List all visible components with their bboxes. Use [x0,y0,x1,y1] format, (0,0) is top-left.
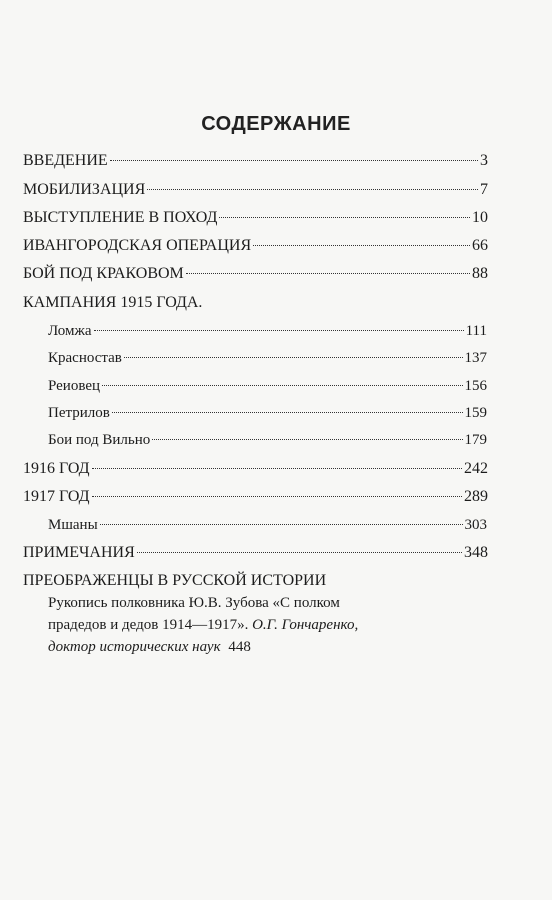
page-title: СОДЕРЖАНИЕ [201,113,351,135]
toc-entry-label: ВЫСТУПЛЕНИЕ В ПОХОД [23,209,218,226]
toc-entry-label: БОЙ ПОД КРАКОВОМ [23,265,184,282]
toc-section-heading [23,572,488,590]
dot-leader [152,439,462,440]
dot-leader [100,524,463,525]
final-entry-line-3 [48,636,488,658]
toc-subentry [48,377,487,395]
dot-leader [110,160,478,161]
toc-entry [23,237,488,255]
toc-entry [23,152,488,170]
toc-entry-page: 348 [464,544,488,561]
toc-entry-label: ВВЕДЕНИЕ [23,152,108,169]
toc-subentry [48,431,487,449]
toc-subentry [48,322,487,340]
toc-entry-label: Красностав [48,350,122,366]
dot-leader [94,330,464,331]
toc-entry-page: 3 [480,152,488,169]
dot-leader [253,245,470,246]
dot-leader [124,357,463,358]
toc-entry-page: 10 [472,209,488,226]
toc-entry [23,265,488,283]
toc-entry-page: 179 [464,432,487,448]
toc-entry-page: 88 [472,265,488,282]
toc-entry [23,460,488,478]
toc-entry-label: ПРЕОБРАЖЕНЦЫ В РУССКОЙ ИСТОРИИ [23,572,327,589]
toc-subentry [48,516,487,534]
toc-entry-page: 242 [464,460,488,477]
toc-entry-page: 156 [464,378,487,394]
dot-leader [219,217,470,218]
toc-entry-label: КАМПАНИЯ 1915 ГОДА. [23,294,203,311]
toc-entry-page: 303 [464,517,487,533]
dot-leader [102,385,462,386]
toc-entry-label: Реиовец [48,378,101,394]
toc-entry-page: 7 [480,181,488,198]
toc-entry-label: Ломжа [48,323,92,339]
toc-entry-page: 66 [472,237,488,254]
final-entry-line-1: Рукопись полковника Ю.В. Зубова «С полком [48,595,340,611]
dot-leader [147,189,478,190]
dot-leader [186,273,470,274]
toc-entry-label: 1917 ГОД [23,488,90,505]
toc-entry-label: ПРИМЕЧАНИЯ [23,544,135,561]
dot-leader [92,468,462,469]
toc-entry-label: Бои под Вильно [48,432,151,448]
toc-entry-page: 137 [464,350,487,366]
dot-leader [92,496,462,497]
toc-entry-label: 1916 ГОД [23,460,90,477]
toc-entry-label: Петрилов [48,405,110,421]
dot-leader [137,552,462,553]
toc-entry-label: Мшаны [48,517,98,533]
toc-entry-page: 111 [465,323,487,339]
toc-entry-page: 289 [464,488,488,505]
toc-final-entry [48,592,488,658]
final-entry-author-title: доктор исторических наук [48,639,221,655]
toc-entry-page: 159 [464,405,487,421]
toc-section-heading [23,294,488,312]
toc-entry [23,209,488,227]
toc-entry [23,181,488,199]
final-entry-text: прадедов и дедов 1914—1917». [48,617,249,633]
toc-entry-label: МОБИЛИЗАЦИЯ [23,181,146,198]
toc-entry [23,544,488,562]
toc-subentry [48,349,487,367]
toc-entry-page: 448 [228,639,251,655]
toc-subentry [48,404,487,422]
toc-entry [23,488,488,506]
final-entry-author: О.Г. Гончаренко, [252,617,359,633]
dot-leader [112,412,463,413]
toc-entry-label: ИВАНГОРОДСКАЯ ОПЕРАЦИЯ [23,237,252,254]
final-entry-line-2 [48,614,488,636]
